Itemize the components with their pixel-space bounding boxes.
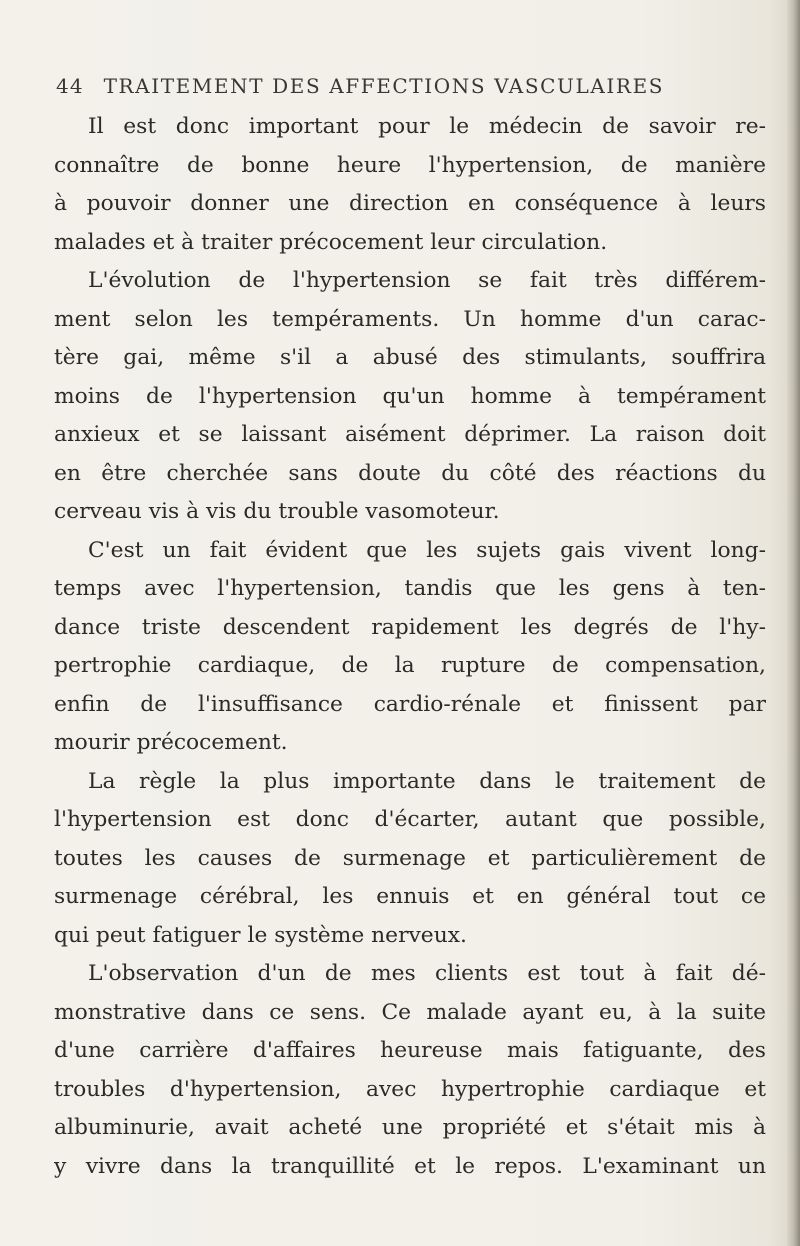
text-line: en être cherchée sans doute du côté des réactions du — [54, 460, 766, 486]
page-number: 44 — [56, 74, 84, 98]
running-title: TRAITEMENT DES AFFECTIONS VASCULAIRES — [103, 74, 665, 98]
text-line: connaître de bonne heure l'hypertension, de manière — [54, 152, 766, 178]
text-line: albuminurie, avait acheté une propriété et s'était mis à — [54, 1115, 766, 1140]
text-line: y vivre dans la tranquillité et le repos. L'examinant un — [54, 1153, 766, 1179]
text-line: pertrophie cardiaque, de la rupture de compensation, — [54, 653, 766, 678]
text-line: à pouvoir donner une direction en conséquence à leurs — [54, 191, 766, 216]
text-line: malades et à traiter précocement leur circulation. — [54, 229, 608, 255]
text-line: troubles d'hypertension, avec hypertrophie cardiaque et — [54, 1076, 766, 1102]
text-line: cerveau vis à vis du trouble vasomoteur. — [54, 499, 500, 524]
text-line: temps avec l'hypertension, tandis que les gens à ten- — [54, 576, 766, 601]
text-line: monstrative dans ce sens. Ce malade ayant eu, à la suite — [54, 999, 766, 1025]
text-line: surmenage cérébral, les ennuis et en général tout ce — [54, 884, 766, 909]
page-edge-shadow — [786, 0, 800, 1246]
text-line: tère gai, même s'il a abusé des stimulants, souffrira — [54, 345, 766, 370]
running-header — [56, 74, 756, 104]
text-line: ment selon les tempéraments. Un homme d'un carac- — [54, 306, 766, 332]
text-line: l'hypertension est donc d'écarter, autant que possible, — [54, 807, 766, 832]
text-line: moins de l'hypertension qu'un homme à tempérament — [54, 383, 766, 409]
text-line: La règle la plus importante dans le traitement de — [88, 768, 766, 794]
text-line: enfin de l'insuffisance cardio-rénale et finissent par — [54, 691, 766, 717]
text-line: C'est un fait évident que les sujets gais vivent long- — [88, 537, 766, 563]
text-line: L'évolution de l'hypertension se fait très différem- — [88, 268, 766, 293]
text-line: Il est donc important pour le médecin de savoir re- — [88, 114, 766, 139]
text-line: toutes les causes de surmenage et particulièrement de — [54, 845, 766, 871]
text-line: mourir précocement. — [54, 730, 288, 755]
text-line: qui peut fatiguer le système nerveux. — [54, 922, 467, 948]
text-line: anxieux et se laissant aisément déprimer. La raison doit — [54, 422, 766, 447]
text-line: d'une carrière d'affaires heureuse mais fatiguante, des — [54, 1038, 766, 1063]
text-line: dance triste descendent rapidement les degrés de l'hy- — [54, 614, 766, 640]
text-line: L'observation d'un de mes clients est tout à fait dé- — [88, 961, 766, 986]
body-text — [54, 108, 766, 1186]
